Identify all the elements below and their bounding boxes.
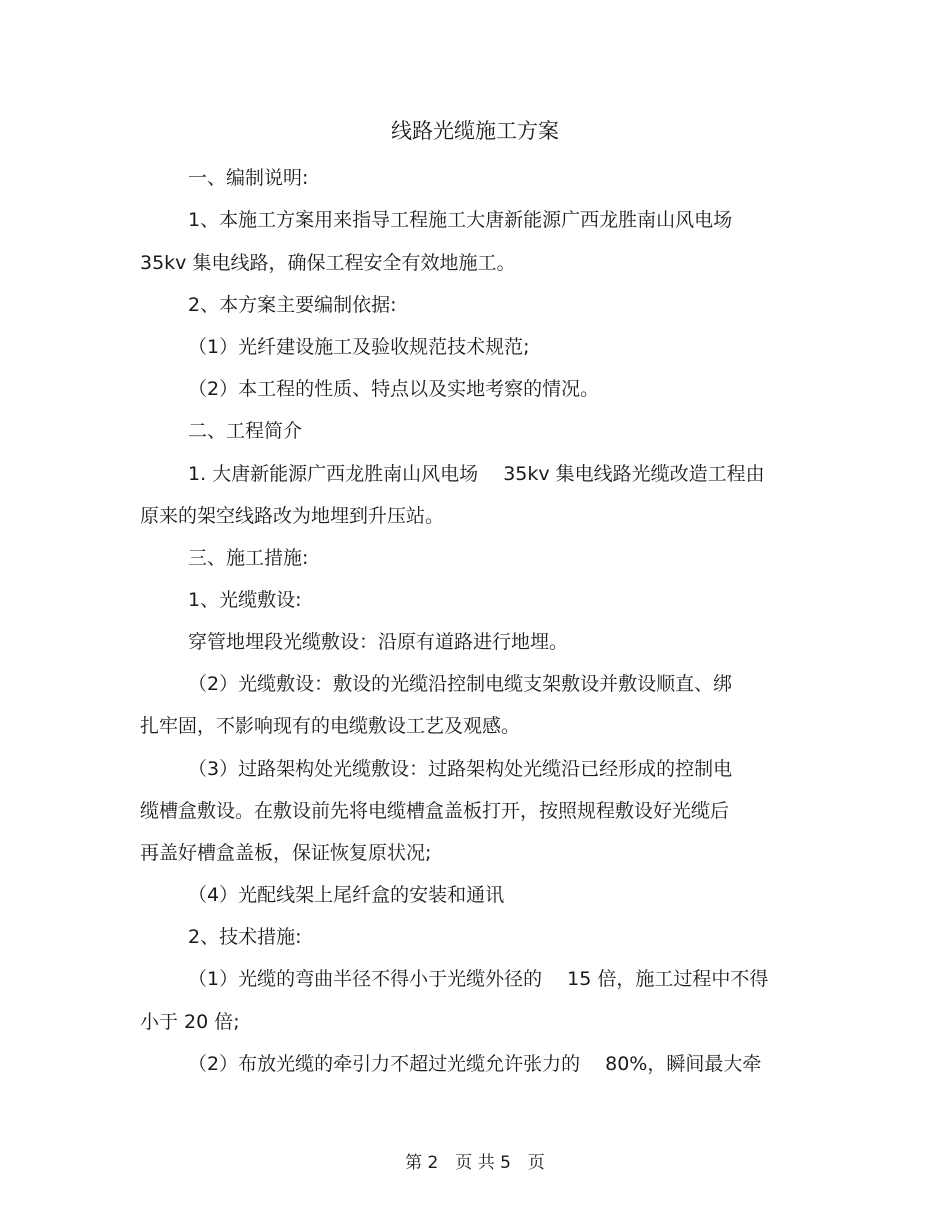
section-heading-overview: 二、工程简介: [188, 420, 303, 442]
paragraph-line: 缆槽盒敷设。在敷设前先将电缆槽盒盖板打开，按照规程敷设好光缆后: [140, 800, 730, 822]
section-heading-compilation: 一、编制说明:: [188, 167, 309, 189]
paragraph-line: 2、本方案主要编制依据:: [188, 294, 397, 316]
list-item: （2）本工程的性质、特点以及实地考察的情况。: [188, 378, 600, 400]
page-number-footer: 第 2 页 共 5 页: [405, 1153, 545, 1173]
list-item: （1）光缆的弯曲半径不得小于光缆外径的 15 倍，施工过程中不得: [188, 968, 769, 990]
paragraph-line: 原来的架空线路改为地埋到升压站。: [140, 505, 445, 527]
subheading-cable-laying: 1、光缆敷设:: [188, 589, 302, 611]
paragraph-line: 35kv 集电线路，确保工程安全有效地施工。: [140, 252, 516, 274]
paragraph-line: 扎牢固，不影响现有的电缆敷设工艺及观感。: [140, 715, 521, 737]
paragraph-line: 再盖好槽盒盖板，保证恢复原状况;: [140, 842, 432, 864]
paragraph-line: 1. 大唐新能源广西龙胜南山风电场 35kv 集电线路光缆改造工程由: [188, 463, 765, 485]
paragraph-line: 1、本施工方案用来指导工程施工大唐新能源广西龙胜南山风电场: [188, 209, 733, 231]
paragraph-line: 穿管地埋段光缆敷设：沿原有道路进行地埋。: [188, 631, 569, 653]
list-item: （2）布放光缆的牵引力不超过光缆允许张力的 80%，瞬间最大牵: [188, 1053, 762, 1075]
section-heading-measures: 三、施工措施:: [188, 547, 309, 569]
list-item: （1）光纤建设施工及验收规范技术规范;: [188, 336, 530, 358]
paragraph-line: 小于 20 倍;: [140, 1011, 240, 1033]
list-item: （3）过路架构处光缆敷设：过路架构处光缆沿已经形成的控制电: [188, 758, 733, 780]
document-title: 线路光缆施工方案: [391, 119, 559, 143]
subheading-technical-measures: 2、技术措施:: [188, 926, 302, 948]
list-item: （2）光缆敷设：敷设的光缆沿控制电缆支架敷设并敷设顺直、绑: [188, 673, 733, 695]
list-item: （4）光配线架上尾纤盒的安装和通讯: [188, 884, 505, 906]
